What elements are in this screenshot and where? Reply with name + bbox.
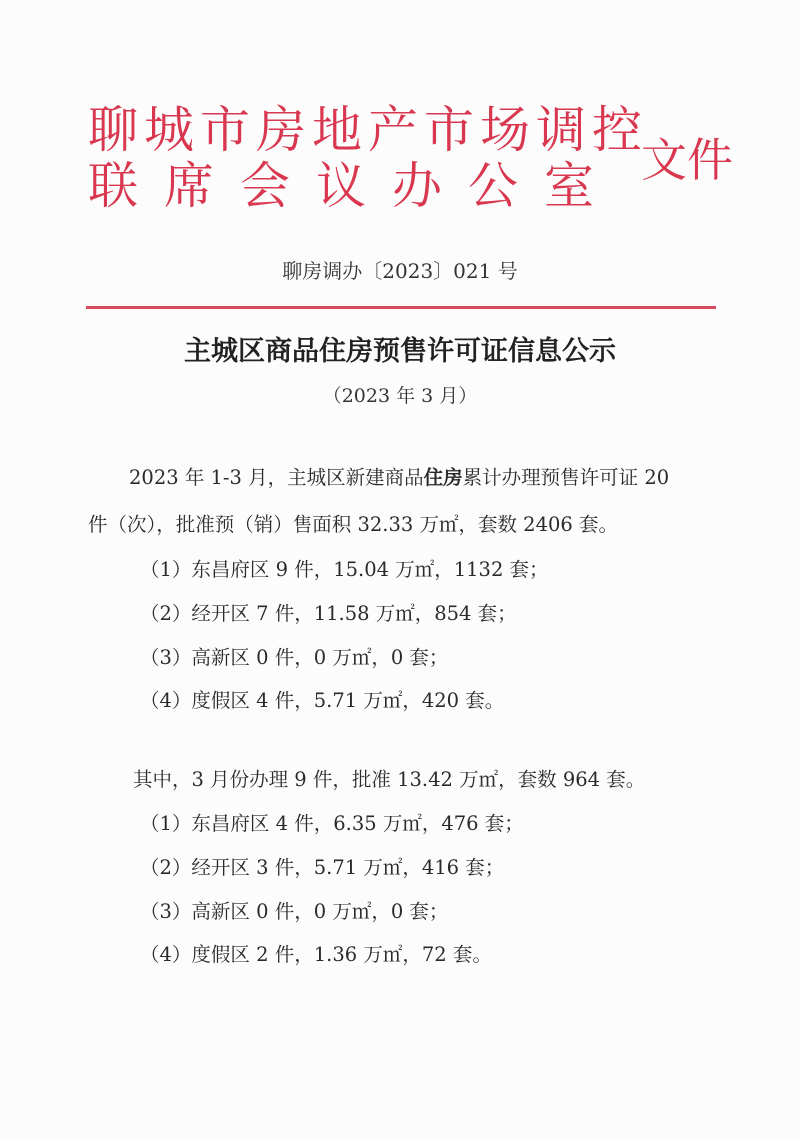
red-divider — [86, 306, 716, 309]
document-header — [88, 100, 733, 225]
cumulative-intro-line1 — [129, 458, 669, 498]
period-subtitle: （2023 年 3 月） — [322, 385, 478, 407]
cumulative-item-dongchangfu: （1）东昌府区 9 件，15.04 万㎡，1132 套； — [140, 558, 549, 581]
march-intro: 其中，3 月份办理 9 件，批准 13.42 万㎡，套数 964 套。 — [133, 768, 646, 791]
cumulative-intro-bold: 住房 — [423, 466, 463, 489]
issuing-org-line-2: 联席会议办公室 — [88, 157, 620, 215]
cumulative-item-dujia: （4）度假区 4 件，5.71 万㎡，420 套。 — [140, 689, 505, 712]
cumulative-item-gaoxin: （3）高新区 0 件，0 万㎡，0 套； — [140, 646, 449, 669]
cumulative-intro-part1: 2023 年 1-3 月，主城区新建商品 — [129, 466, 424, 489]
issuing-org-line-1: 聊城市房地产市场调控 — [88, 101, 648, 159]
document-number: 聊房调办〔2023〕021 号 — [282, 259, 518, 283]
cumulative-intro-part2: 累计办理预售许可证 20 — [462, 466, 670, 489]
march-item-gaoxin: （3）高新区 0 件，0 万㎡，0 套； — [140, 900, 449, 923]
march-item-dongchangfu: （1）东昌府区 4 件，6.35 万㎡，476 套； — [140, 812, 524, 835]
march-item-dujia: （4）度假区 2 件，1.36 万㎡，72 套。 — [140, 943, 492, 966]
cumulative-intro-line2: 件（次），批准预（销）售面积 32.33 万㎡，套数 2406 套。 — [88, 513, 618, 536]
page-title: 主城区商品住房预售许可证信息公示 — [184, 336, 616, 367]
document-type: 文件 — [641, 133, 733, 187]
cumulative-item-jingkai: （2）经开区 7 件，11.58 万㎡，854 套； — [140, 602, 517, 625]
march-item-jingkai: （2）经开区 3 件，5.71 万㎡，416 套； — [140, 856, 505, 879]
